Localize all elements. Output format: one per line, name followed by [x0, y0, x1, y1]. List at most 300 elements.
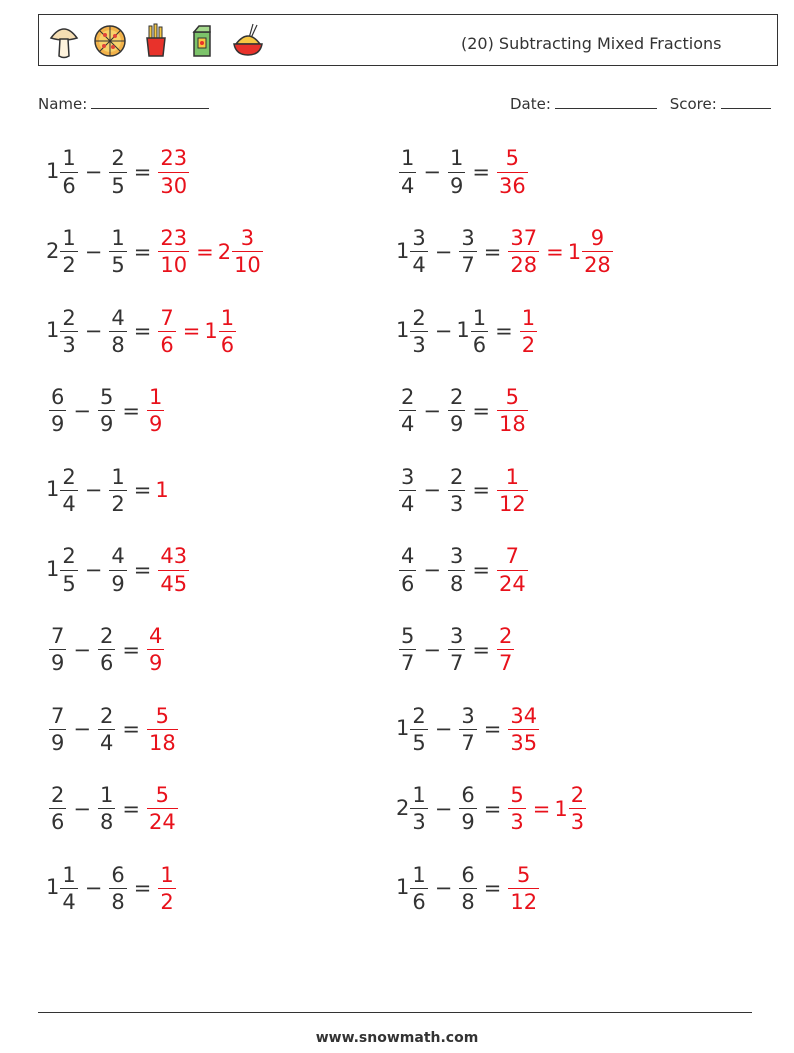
answer-numerator: 4 [148, 624, 163, 649]
first-fraction [49, 386, 66, 435]
first-numerator: 2 [412, 703, 426, 728]
answer-fraction [147, 625, 164, 674]
mixed-denominator: 10 [234, 253, 261, 278]
name-field [38, 94, 209, 113]
first-denominator: 3 [412, 332, 426, 357]
second-numerator: 2 [449, 385, 464, 410]
answer-denominator: 2 [521, 332, 536, 357]
first-numerator: 1 [401, 146, 415, 171]
second-numerator: 3 [461, 703, 475, 728]
worksheet-title: (20) Subtracting Mixed Fractions [461, 34, 722, 53]
first-denominator: 2 [62, 253, 76, 278]
answer [494, 625, 517, 674]
second-denominator: 8 [111, 889, 125, 914]
second-numerator: 2 [449, 464, 464, 489]
mixed-whole: 2 [217, 239, 232, 264]
first-operand [46, 545, 81, 594]
mushroom-icon [47, 22, 81, 60]
pizza-icon [93, 22, 127, 60]
answer-denominator: 45 [160, 571, 188, 596]
equals-sign: = [483, 796, 502, 821]
answer [155, 478, 168, 502]
answer [505, 864, 542, 913]
first-denominator: 9 [51, 412, 65, 437]
second-operand [106, 466, 129, 515]
first-denominator: 6 [62, 173, 76, 198]
answer-denominator: 10 [160, 253, 188, 278]
answer-fraction [158, 545, 189, 594]
first-denominator: 3 [62, 332, 76, 357]
problem-item [46, 376, 167, 446]
second-denominator: 9 [461, 810, 475, 835]
minus-sign: − [434, 796, 453, 821]
answer-equals-sign: = [182, 319, 201, 344]
date-score-fields [510, 94, 771, 113]
equals-sign: = [472, 478, 490, 503]
problem-item [396, 853, 542, 923]
first-denominator: 4 [62, 491, 76, 516]
answer-numerator: 34 [510, 703, 538, 728]
first-numerator: 1 [62, 226, 76, 251]
answer-equals-sign: = [532, 796, 551, 821]
second-operand [106, 307, 129, 356]
mixed-whole: 1 [204, 319, 218, 344]
first-fraction [399, 625, 416, 674]
first-numerator: 2 [62, 544, 76, 569]
answer-denominator: 7 [498, 651, 513, 676]
first-fraction [410, 864, 427, 913]
equals-sign: = [472, 160, 490, 184]
answer-numerator: 37 [510, 226, 538, 251]
first-operand [46, 227, 81, 276]
second-denominator: 3 [449, 491, 464, 516]
first-whole: 1 [46, 875, 60, 900]
first-operand [396, 227, 431, 276]
second-denominator: 7 [461, 730, 475, 755]
answer-denominator: 12 [498, 491, 526, 516]
first-fraction [399, 466, 416, 515]
second-operand [445, 545, 468, 594]
second-fraction [448, 545, 465, 594]
answer-fraction [158, 307, 175, 356]
answer [144, 705, 181, 754]
first-operand [46, 864, 81, 913]
equals-sign: = [122, 637, 140, 662]
minus-sign: − [73, 637, 91, 662]
answer [505, 227, 615, 276]
second-denominator: 9 [449, 412, 464, 437]
answer-fraction [508, 705, 539, 754]
answer-denominator: 35 [510, 730, 538, 755]
answer [494, 147, 531, 196]
answer-numerator: 5 [517, 862, 531, 887]
answer-numerator: 5 [510, 783, 524, 808]
problem-item [396, 455, 531, 525]
second-operand [456, 864, 479, 913]
first-whole: 1 [396, 716, 410, 741]
problem-item [396, 376, 531, 446]
minus-sign: − [84, 160, 103, 184]
answer-whole: 1 [155, 478, 169, 503]
answer-denominator: 18 [498, 412, 526, 437]
second-numerator: 6 [461, 783, 475, 808]
problem-item [46, 137, 192, 207]
second-operand [445, 466, 468, 515]
mixed-numerator: 1 [220, 305, 235, 330]
answer [144, 386, 167, 435]
answer-denominator: 24 [498, 571, 526, 596]
first-fraction [60, 307, 77, 356]
answer-denominator: 9 [148, 412, 163, 437]
second-fraction [98, 784, 115, 833]
answer-fraction [497, 466, 528, 515]
second-operand [445, 386, 468, 435]
second-fraction [459, 784, 476, 833]
first-whole: 1 [46, 318, 60, 343]
mixed-numerator: 3 [240, 226, 255, 251]
equals-sign: = [122, 398, 140, 423]
first-fraction [60, 466, 77, 515]
answer-fraction [497, 545, 528, 594]
first-fraction [60, 147, 77, 196]
second-numerator: 3 [449, 624, 464, 649]
first-denominator: 3 [412, 810, 426, 835]
second-denominator: 4 [99, 730, 114, 755]
second-operand [95, 705, 118, 754]
second-fraction [109, 227, 126, 276]
problem-item [396, 296, 540, 366]
answer-numerator: 1 [521, 305, 536, 330]
problem-item [396, 774, 589, 844]
first-operand [396, 307, 431, 356]
equals-sign: = [495, 319, 513, 344]
minus-sign: − [84, 478, 103, 503]
first-denominator: 5 [62, 571, 76, 596]
answer [155, 307, 239, 356]
answer-fraction [147, 705, 178, 754]
equals-sign: = [122, 717, 140, 742]
second-operand [95, 784, 118, 833]
first-operand [46, 784, 69, 833]
problem-item [396, 615, 517, 685]
juice-box-icon [185, 22, 219, 60]
answer [155, 864, 178, 913]
answer-numerator: 1 [148, 385, 163, 410]
first-fraction [49, 784, 66, 833]
answer-numerator: 1 [505, 464, 520, 489]
answer-fraction [497, 147, 528, 196]
first-denominator: 7 [401, 651, 415, 676]
footer-site: www.snowmath.com [315, 1030, 479, 1046]
second-denominator: 8 [449, 571, 464, 596]
first-whole: 1 [396, 875, 410, 900]
date-blank [555, 94, 657, 109]
first-denominator: 5 [412, 730, 426, 755]
first-operand [396, 625, 419, 674]
answer-denominator: 9 [148, 651, 163, 676]
second-denominator: 9 [449, 173, 464, 198]
problem-item [46, 853, 179, 923]
equals-sign: = [122, 796, 140, 821]
name-blank [91, 94, 209, 109]
equals-sign: = [483, 876, 502, 901]
answer [505, 705, 542, 754]
first-operand [396, 784, 431, 833]
minus-sign: − [423, 478, 441, 503]
problem-item [46, 535, 192, 605]
mixed-denominator: 3 [570, 810, 585, 835]
second-fraction [459, 705, 476, 754]
second-numerator: 1 [111, 226, 125, 251]
equals-sign: = [133, 319, 152, 344]
answer-fraction [508, 864, 539, 913]
answer-numerator: 5 [155, 783, 170, 808]
second-denominator: 6 [472, 332, 487, 357]
first-fraction [49, 705, 66, 754]
mixed-whole: 1 [554, 796, 568, 821]
first-denominator: 6 [412, 889, 426, 914]
first-operand [46, 625, 69, 674]
second-numerator: 4 [111, 305, 125, 330]
minus-sign: − [434, 319, 453, 344]
first-whole: 2 [46, 238, 60, 263]
first-whole: 1 [46, 477, 60, 502]
equals-sign: = [472, 398, 490, 423]
first-denominator: 6 [51, 810, 65, 835]
answer-denominator: 2 [160, 889, 174, 914]
score-blank [721, 94, 771, 109]
answer-fraction [147, 784, 178, 833]
second-fraction [98, 625, 115, 674]
first-operand [396, 147, 419, 196]
equals-sign: = [483, 717, 502, 742]
second-operand [456, 705, 479, 754]
first-numerator: 1 [412, 862, 426, 887]
second-numerator: 1 [99, 783, 114, 808]
answer-denominator: 12 [510, 889, 538, 914]
answer-denominator: 24 [148, 810, 176, 835]
first-denominator: 6 [401, 571, 415, 596]
answer [144, 784, 181, 833]
second-operand [95, 625, 118, 674]
first-numerator: 6 [51, 385, 65, 410]
answer-fraction [508, 227, 539, 276]
second-fraction [448, 625, 465, 674]
problem-item [46, 774, 181, 844]
second-operand [106, 147, 129, 196]
second-numerator: 2 [99, 703, 114, 728]
second-numerator: 2 [111, 146, 125, 171]
first-numerator: 2 [401, 385, 415, 410]
answer-fraction [497, 625, 514, 674]
first-numerator: 4 [401, 544, 415, 569]
answer-equals-sign: = [546, 239, 564, 264]
mixed-denominator: 28 [584, 253, 611, 278]
second-fraction [98, 705, 115, 754]
second-whole: 1 [456, 318, 470, 343]
first-numerator: 2 [412, 305, 426, 330]
problem-item [46, 296, 239, 366]
second-operand [445, 625, 468, 674]
mixed-numerator: 9 [590, 226, 605, 251]
first-whole: 1 [46, 159, 60, 183]
mixed-fraction [232, 227, 263, 276]
first-whole: 1 [396, 318, 410, 343]
problem-item [396, 137, 531, 207]
first-numerator: 3 [401, 464, 415, 489]
minus-sign: − [73, 717, 91, 742]
answer [505, 784, 589, 833]
minus-sign: − [423, 398, 441, 423]
answer [155, 147, 192, 196]
answer-fraction [147, 386, 164, 435]
second-numerator: 6 [111, 862, 125, 887]
second-fraction [109, 466, 126, 515]
answer-denominator: 18 [148, 730, 176, 755]
first-numerator: 2 [51, 783, 65, 808]
problem-item [46, 455, 169, 525]
second-fraction [448, 386, 465, 435]
first-fraction [399, 545, 416, 594]
minus-sign: − [423, 558, 441, 582]
first-numerator: 1 [62, 862, 76, 887]
second-operand [456, 784, 479, 833]
second-operand [106, 545, 129, 594]
minus-sign: − [73, 796, 91, 821]
answer-denominator: 6 [160, 332, 174, 357]
second-denominator: 9 [99, 412, 114, 437]
second-fraction [448, 466, 465, 515]
answer-numerator: 5 [505, 146, 520, 171]
mixed-whole: 1 [567, 239, 582, 264]
second-fraction [448, 147, 465, 196]
minus-sign: − [423, 637, 441, 662]
problem-item [396, 217, 616, 287]
second-numerator: 1 [111, 464, 125, 489]
second-denominator: 9 [111, 571, 125, 596]
second-numerator: 1 [449, 146, 464, 171]
answer-fraction [520, 307, 537, 356]
first-fraction [410, 705, 427, 754]
answer [494, 466, 531, 515]
minus-sign: − [84, 319, 103, 344]
first-operand [46, 386, 69, 435]
answer-numerator: 7 [505, 544, 520, 569]
worksheet-header [38, 14, 778, 66]
first-operand [46, 147, 81, 196]
first-whole: 1 [396, 238, 410, 263]
first-fraction [410, 227, 427, 276]
answer-denominator: 36 [498, 173, 526, 198]
second-denominator: 6 [99, 651, 114, 676]
mixed-fraction [582, 227, 613, 276]
second-denominator: 8 [111, 332, 125, 357]
first-fraction [60, 227, 77, 276]
answer [144, 625, 167, 674]
first-numerator: 2 [62, 305, 76, 330]
second-operand [456, 307, 491, 356]
second-denominator: 7 [449, 651, 464, 676]
second-numerator: 3 [461, 226, 475, 251]
second-fraction [109, 147, 126, 196]
answer-numerator: 43 [160, 544, 188, 569]
first-operand [46, 466, 81, 515]
second-numerator: 4 [111, 544, 125, 569]
second-denominator: 5 [111, 173, 125, 198]
equals-sign: = [133, 160, 152, 184]
first-denominator: 4 [401, 412, 415, 437]
second-operand [106, 227, 129, 276]
answer-numerator: 2 [498, 624, 513, 649]
second-operand [456, 227, 479, 276]
date-label: Date: [510, 95, 551, 113]
answer-numerator: 1 [160, 862, 174, 887]
equals-sign: = [133, 558, 152, 582]
first-operand [396, 705, 431, 754]
first-operand [46, 307, 81, 356]
answer [517, 307, 540, 356]
first-fraction [399, 147, 416, 196]
answer-denominator: 3 [510, 810, 524, 835]
second-numerator: 6 [461, 862, 475, 887]
equals-sign: = [133, 478, 152, 503]
problem-item [46, 217, 266, 287]
second-fraction [109, 864, 126, 913]
answer-numerator: 5 [155, 703, 170, 728]
second-fraction [459, 864, 476, 913]
first-operand [396, 864, 431, 913]
first-numerator: 3 [412, 226, 426, 251]
first-denominator: 4 [412, 253, 426, 278]
first-numerator: 1 [412, 783, 426, 808]
mixed-fraction [569, 784, 586, 833]
second-operand [95, 386, 118, 435]
second-denominator: 8 [461, 889, 475, 914]
first-denominator: 4 [401, 491, 415, 516]
second-numerator: 1 [472, 305, 487, 330]
answer-fraction [158, 864, 175, 913]
answer [494, 545, 531, 594]
equals-sign: = [133, 876, 152, 901]
first-fraction [410, 784, 427, 833]
first-fraction [60, 545, 77, 594]
fries-icon [139, 22, 173, 60]
equals-sign: = [483, 239, 502, 264]
minus-sign: − [84, 876, 103, 901]
answer-numerator: 23 [160, 226, 188, 251]
second-numerator: 3 [449, 544, 464, 569]
answer-denominator: 30 [160, 173, 188, 198]
second-denominator: 2 [111, 491, 125, 516]
problem-item [396, 535, 531, 605]
answer-fraction [158, 227, 189, 276]
second-denominator: 8 [99, 810, 114, 835]
answer-equals-sign: = [196, 239, 214, 264]
first-operand [396, 545, 419, 594]
equals-sign: = [472, 637, 490, 662]
first-operand [396, 466, 419, 515]
first-numerator: 7 [51, 703, 65, 728]
first-fraction [60, 864, 77, 913]
first-numerator: 7 [51, 624, 65, 649]
footer-divider [38, 1012, 752, 1013]
minus-sign: − [423, 160, 441, 184]
minus-sign: − [73, 398, 91, 423]
second-denominator: 5 [111, 253, 125, 278]
first-numerator: 5 [401, 624, 415, 649]
header-icons [47, 22, 265, 60]
answer [155, 545, 192, 594]
